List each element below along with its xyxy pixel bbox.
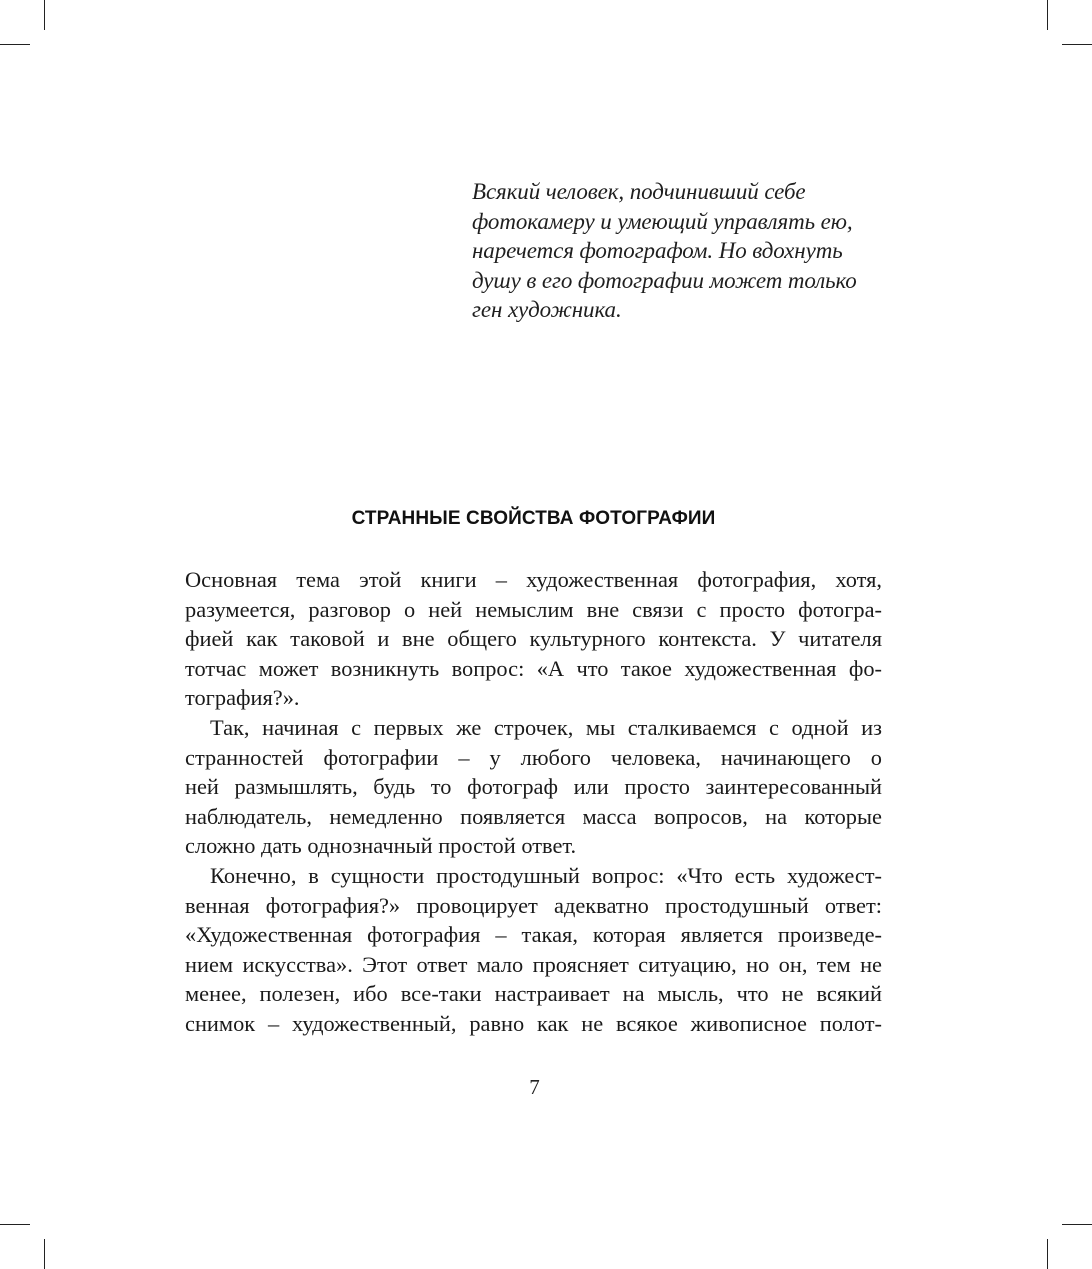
epigraph-line: наречется фотографом. Но вдохнуть [472,238,843,264]
section-heading: СТРАННЫЕ СВОЙСТВА ФОТОГРАФИИ [351,508,716,529]
crop-mark-top-left-vertical [44,0,45,30]
page-number: 7 [529,1075,540,1099]
crop-mark-bottom-left-horizontal [0,1224,30,1225]
paragraph-2 [185,713,882,861]
paragraph-3 [185,861,882,1039]
text-line: ней размышлять, будь то фотограф или просто заинтересованный [185,774,882,800]
epigraph [472,177,892,325]
text-line: сложно дать однозначный простой ответ. [185,833,577,859]
text-line: снимок – художественный, равно как не всякое живописное полот- [185,1010,882,1036]
epigraph-line: фотокамеру и умеющий управлять ею, [472,208,853,234]
text-line: менее, полезен, ибо все-таки настраивает на мысль, что не всякий [185,981,882,1007]
epigraph-line: Всякий человек, подчинивший себе [472,179,806,204]
epigraph-line: ген художника. [472,297,622,323]
crop-mark-top-right-horizontal [1062,44,1092,45]
crop-mark-top-right-vertical [1047,0,1048,30]
text-line: тография?». [185,685,300,711]
crop-mark-bottom-left-vertical [44,1239,45,1269]
text-line: Основная тема этой книги – художественная фотография, хотя, [185,567,882,592]
paragraph-1 [185,565,882,713]
text-line: нием искусства». Этот ответ мало проясняет ситуацию, но он, тем не [185,951,882,977]
text-line: разумеется, разговор о ней немыслим вне связи с просто фотогра- [185,596,882,622]
epigraph-line: душу в его фотографии может только [472,267,857,293]
text-line: Так, начиная с первых же строчек, мы сталкиваемся с одной из [210,714,882,740]
text-line: фией как таковой и вне общего культурного контекста. У читателя [185,626,882,652]
text-line: тотчас может возникнуть вопрос: «А что такое художественная фо- [185,655,882,681]
crop-mark-top-left-horizontal [0,44,30,45]
text-line: «Художественная фотография – такая, которая является произведе- [185,922,882,948]
crop-mark-bottom-right-vertical [1047,1239,1048,1269]
crop-mark-bottom-right-horizontal [1062,1224,1092,1225]
text-line: венная фотография?» провоцирует адекватно простодушный ответ: [185,892,882,918]
text-line: странностей фотографии – у любого человека, начинающего о [185,744,882,770]
text-line: Конечно, в сущности простодушный вопрос: «Что есть художест- [210,862,882,888]
text-line: наблюдатель, немедленно появляется масса вопросов, на которые [185,803,882,829]
body-text [185,565,882,1039]
